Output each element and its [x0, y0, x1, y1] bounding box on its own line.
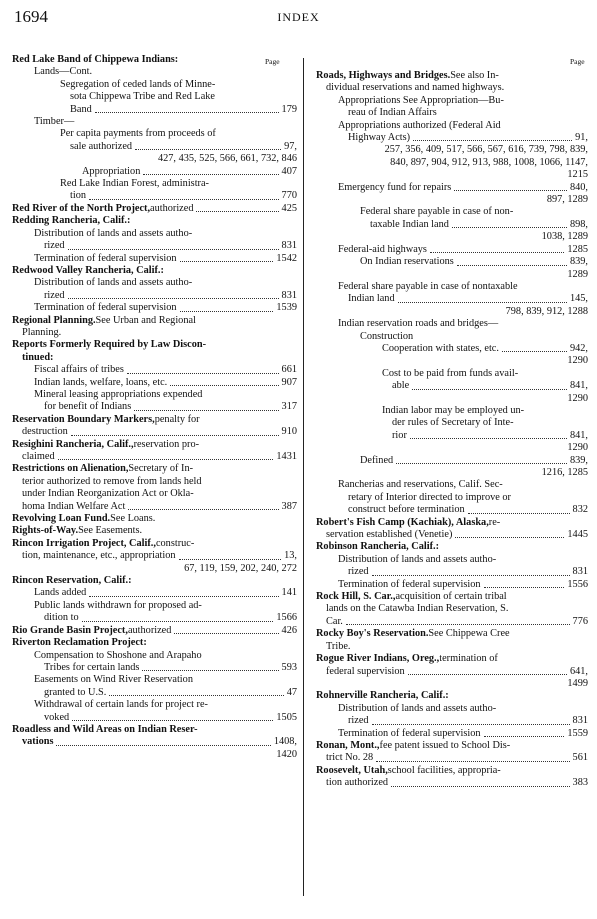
index-entry-cont: trict No. 28 561 — [326, 752, 588, 764]
index-entry-cont: Car. 776 — [326, 615, 588, 627]
index-entry-cont: claimed 1431 — [22, 451, 297, 462]
index-entry-cont: Tribe. — [326, 640, 351, 652]
index-subentry: Federal-aid highways 1285 — [338, 243, 588, 255]
index-subentry: Mineral leasing appropriations expended — [34, 388, 203, 400]
index-entry: Redwood Valley Rancheria, Calif.: — [12, 264, 164, 276]
index-subentry: Distribution of lands and assets autho- — [34, 227, 193, 239]
index-entry: Roosevelt, Utah, school facilities, appropria- — [316, 764, 501, 776]
index-subentry: Termination of federal supervision 1539 — [34, 302, 297, 314]
index-subentry: Easements on Wind River Reservation — [34, 674, 193, 686]
index-page-refs: 427, 435, 525, 566, 661, 732, 846 — [157, 153, 297, 165]
index-subentry: Construction — [360, 330, 414, 342]
index-subentry: Indian labor may be employed un- — [382, 404, 525, 416]
index-entry: Regional Planning. See Urban and Regional — [12, 314, 196, 326]
page-title: INDEX — [277, 10, 320, 24]
index-entry: Rights-of-Way. See Easements. — [12, 525, 143, 537]
index-entry-cont: destruction 910 — [22, 426, 297, 438]
index-entry: Robinson Rancheria, Calif.: — [316, 541, 439, 553]
index-entry: Reservation Boundary Markers, penalty for — [12, 413, 200, 425]
index-entry-cont: homa Indian Welfare Act 387 — [22, 500, 297, 512]
index-subentry: rior 841, — [392, 429, 588, 441]
index-subentry: reau of Indian Affairs — [348, 107, 437, 119]
index-subentry: rized 831 — [44, 240, 297, 252]
index-page-refs: 1290 — [567, 442, 588, 454]
index-subentry: Distribution of lands and assets autho- — [338, 553, 497, 565]
index-subentry: taxable Indian land 898, — [370, 218, 588, 230]
index-entry-cont: vations 1408, — [22, 736, 297, 748]
index-subentry: Termination of federal supervision 1556 — [338, 578, 588, 590]
index-entry: Roadless and Wild Areas on Indian Reser- — [12, 723, 198, 735]
index-entry: Rio Grande Basin Project, authorized 426 — [12, 624, 297, 636]
index-column-left — [12, 54, 297, 761]
page-column-header-right: Page — [570, 57, 585, 66]
index-subentry: rized 831 — [44, 289, 297, 301]
index-entry: Rincon Reservation, Calif.: — [12, 575, 132, 587]
index-entry: Revolving Loan Fund. See Loans. — [12, 513, 156, 525]
index-entry: Restrictions on Alienation, Secretary of In- — [12, 463, 194, 475]
index-subentry: Lands added 141 — [34, 587, 297, 599]
index-subentry: rized 831 — [348, 715, 588, 727]
index-entry: Rocky Boy's Reservation. See Chippewa Cree — [316, 628, 510, 640]
index-subentry: Indian lands, welfare, loans, etc. 907 — [34, 376, 297, 388]
index-subentry: Compensation to Shoshone and Arapaho — [34, 649, 202, 661]
index-subentry: Segregation of ceded lands of Minne- — [60, 78, 216, 90]
index-page-refs: 1216, 1285 — [541, 467, 588, 478]
index-entry-cont: servation established (Venetie) 1445 — [326, 529, 588, 541]
index-subentry: Defined 839, — [360, 454, 588, 466]
index-subentry: Distribution of lands and assets autho- — [34, 277, 193, 289]
index-page-refs: 257, 356, 409, 517, 566, 567, 616, 739, 798, 839, — [384, 144, 588, 156]
index-column-right — [316, 70, 588, 790]
index-entry: Redding Rancheria, Calif.: — [12, 215, 131, 227]
index-subentry: Highway Acts) 91, — [348, 132, 588, 144]
index-subentry: Appropriation 407 — [82, 165, 297, 177]
index-entry-cont: under Indian Reorganization Act or Okla- — [22, 488, 194, 500]
index-page-refs: 1289 — [567, 268, 588, 280]
index-entry: Rock Hill, S. Car., acquisition of certain tribal — [316, 591, 507, 603]
index-subentry: Lands—Cont. — [34, 66, 93, 78]
index-entry-cont: tinued: — [22, 351, 54, 363]
index-entry: Ronan, Mont., fee patent issued to School Dis- — [316, 739, 511, 751]
index-entry-cont: lands on the Catawba Indian Reservation, S. — [326, 603, 509, 615]
index-subentry: able 841, — [392, 380, 588, 392]
index-subentry: voked 1505 — [44, 711, 297, 723]
index-subentry: rized 831 — [348, 566, 588, 578]
index-page-refs: 1215 — [567, 169, 588, 181]
index-subentry: Per capita payments from proceeds of — [60, 128, 216, 140]
index-page-refs: 1499 — [567, 677, 588, 689]
index-subentry: sale authorized 97, — [70, 140, 297, 152]
index-subentry: retary of Interior directed to improve or — [348, 491, 511, 503]
index-subentry: Indian land 145, — [348, 293, 588, 305]
index-page-refs: 67, 119, 159, 202, 240, 272 — [184, 562, 297, 574]
index-entry: Red Lake Band of Chippewa Indians: — [12, 54, 179, 65]
index-entry-cont: tion, maintenance, etc., appropriation 13, — [22, 550, 297, 562]
index-subentry: Band 179 — [70, 103, 297, 115]
column-divider — [303, 58, 304, 896]
index-page-refs: 1290 — [567, 392, 588, 404]
index-subentry: Rancherias and reservations, Calif. Sec- — [338, 479, 503, 491]
index-subentry: Timber— — [34, 116, 75, 128]
index-page-refs: 840, 897, 904, 912, 913, 988, 1008, 1066, 1147, — [390, 156, 588, 168]
index-entry-cont: tion authorized 383 — [326, 777, 588, 789]
index-subentry: tion 770 — [70, 190, 297, 202]
index-subentry: Cooperation with states, etc. 942, — [382, 342, 588, 354]
index-page-refs: 897, 1289 — [546, 194, 588, 206]
page-column-header-left: Page — [265, 57, 280, 66]
index-subentry: Appropriations See Appropriation—Bu- — [338, 94, 504, 106]
index-entry-cont: federal supervision 641, — [326, 665, 588, 677]
index-subentry: granted to U.S. 47 — [44, 686, 297, 698]
index-subentry: Withdrawal of certain lands for project re- — [34, 699, 208, 711]
index-subentry: Termination of federal supervision 1542 — [34, 252, 297, 264]
index-subentry: Public lands withdrawn for proposed ad- — [34, 599, 202, 611]
index-entry-cont: Planning. — [22, 326, 62, 338]
index-entry-cont: terior authorized to remove from lands held — [22, 475, 202, 487]
index-entry: Resighini Rancheria, Calif., reservation pro- — [12, 438, 200, 450]
index-subentry: Termination of federal supervision 1559 — [338, 727, 588, 739]
index-subentry: Red Lake Indian Forest, administra- — [60, 178, 209, 190]
index-subentry: On Indian reservations 839, — [360, 256, 588, 268]
index-page-refs: 1038, 1289 — [541, 231, 588, 243]
index-subentry: for benefit of Indians 317 — [44, 401, 297, 413]
index-entry-cont: dividual reservations and named highways. — [326, 82, 505, 94]
index-subentry: Indian reservation roads and bridges— — [338, 318, 499, 330]
index-entry: Riverton Reclamation Project: — [12, 637, 147, 649]
index-page-refs: 798, 839, 912, 1288 — [505, 305, 588, 317]
index-entry: Rohnerville Rancheria, Calif.: — [316, 690, 449, 702]
index-page-refs: 1290 — [567, 355, 588, 367]
index-subentry: Federal share payable in case of nontaxable — [338, 280, 518, 292]
index-page-refs: 1420 — [276, 748, 297, 760]
index-subentry: dition to 1566 — [44, 612, 297, 624]
index-entry: Robert's Fish Camp (Kachiak), Alaska, re- — [316, 516, 501, 528]
index-subentry: Tribes for certain lands 593 — [44, 661, 297, 673]
index-subentry: Cost to be paid from funds avail- — [382, 367, 519, 379]
index-subentry: Emergency fund for repairs 840, — [338, 181, 588, 193]
index-subentry: sota Chippewa Tribe and Red Lake — [70, 91, 215, 103]
index-subentry: der rules of Secretary of Inte- — [392, 417, 514, 429]
index-subentry: construct before termination 832 — [348, 504, 588, 516]
index-entry: Reports Formerly Required by Law Discon- — [12, 339, 207, 351]
index-subentry: Federal share payable in case of non- — [360, 206, 514, 218]
index-entry: Red River of the North Project, authorized 425 — [12, 202, 297, 214]
index-entry: Rogue River Indians, Oreg., termination of — [316, 653, 498, 665]
index-subentry: Distribution of lands and assets autho- — [338, 702, 497, 714]
index-subentry: Appropriations authorized (Federal Aid — [338, 119, 501, 131]
index-entry: Rincon Irrigation Project, Calif., construc- — [12, 537, 195, 549]
index-entry: Roads, Highways and Bridges. See also In- — [316, 70, 499, 81]
index-subentry: Fiscal affairs of tribes 661 — [34, 364, 297, 376]
page-number: 1694 — [14, 7, 48, 26]
